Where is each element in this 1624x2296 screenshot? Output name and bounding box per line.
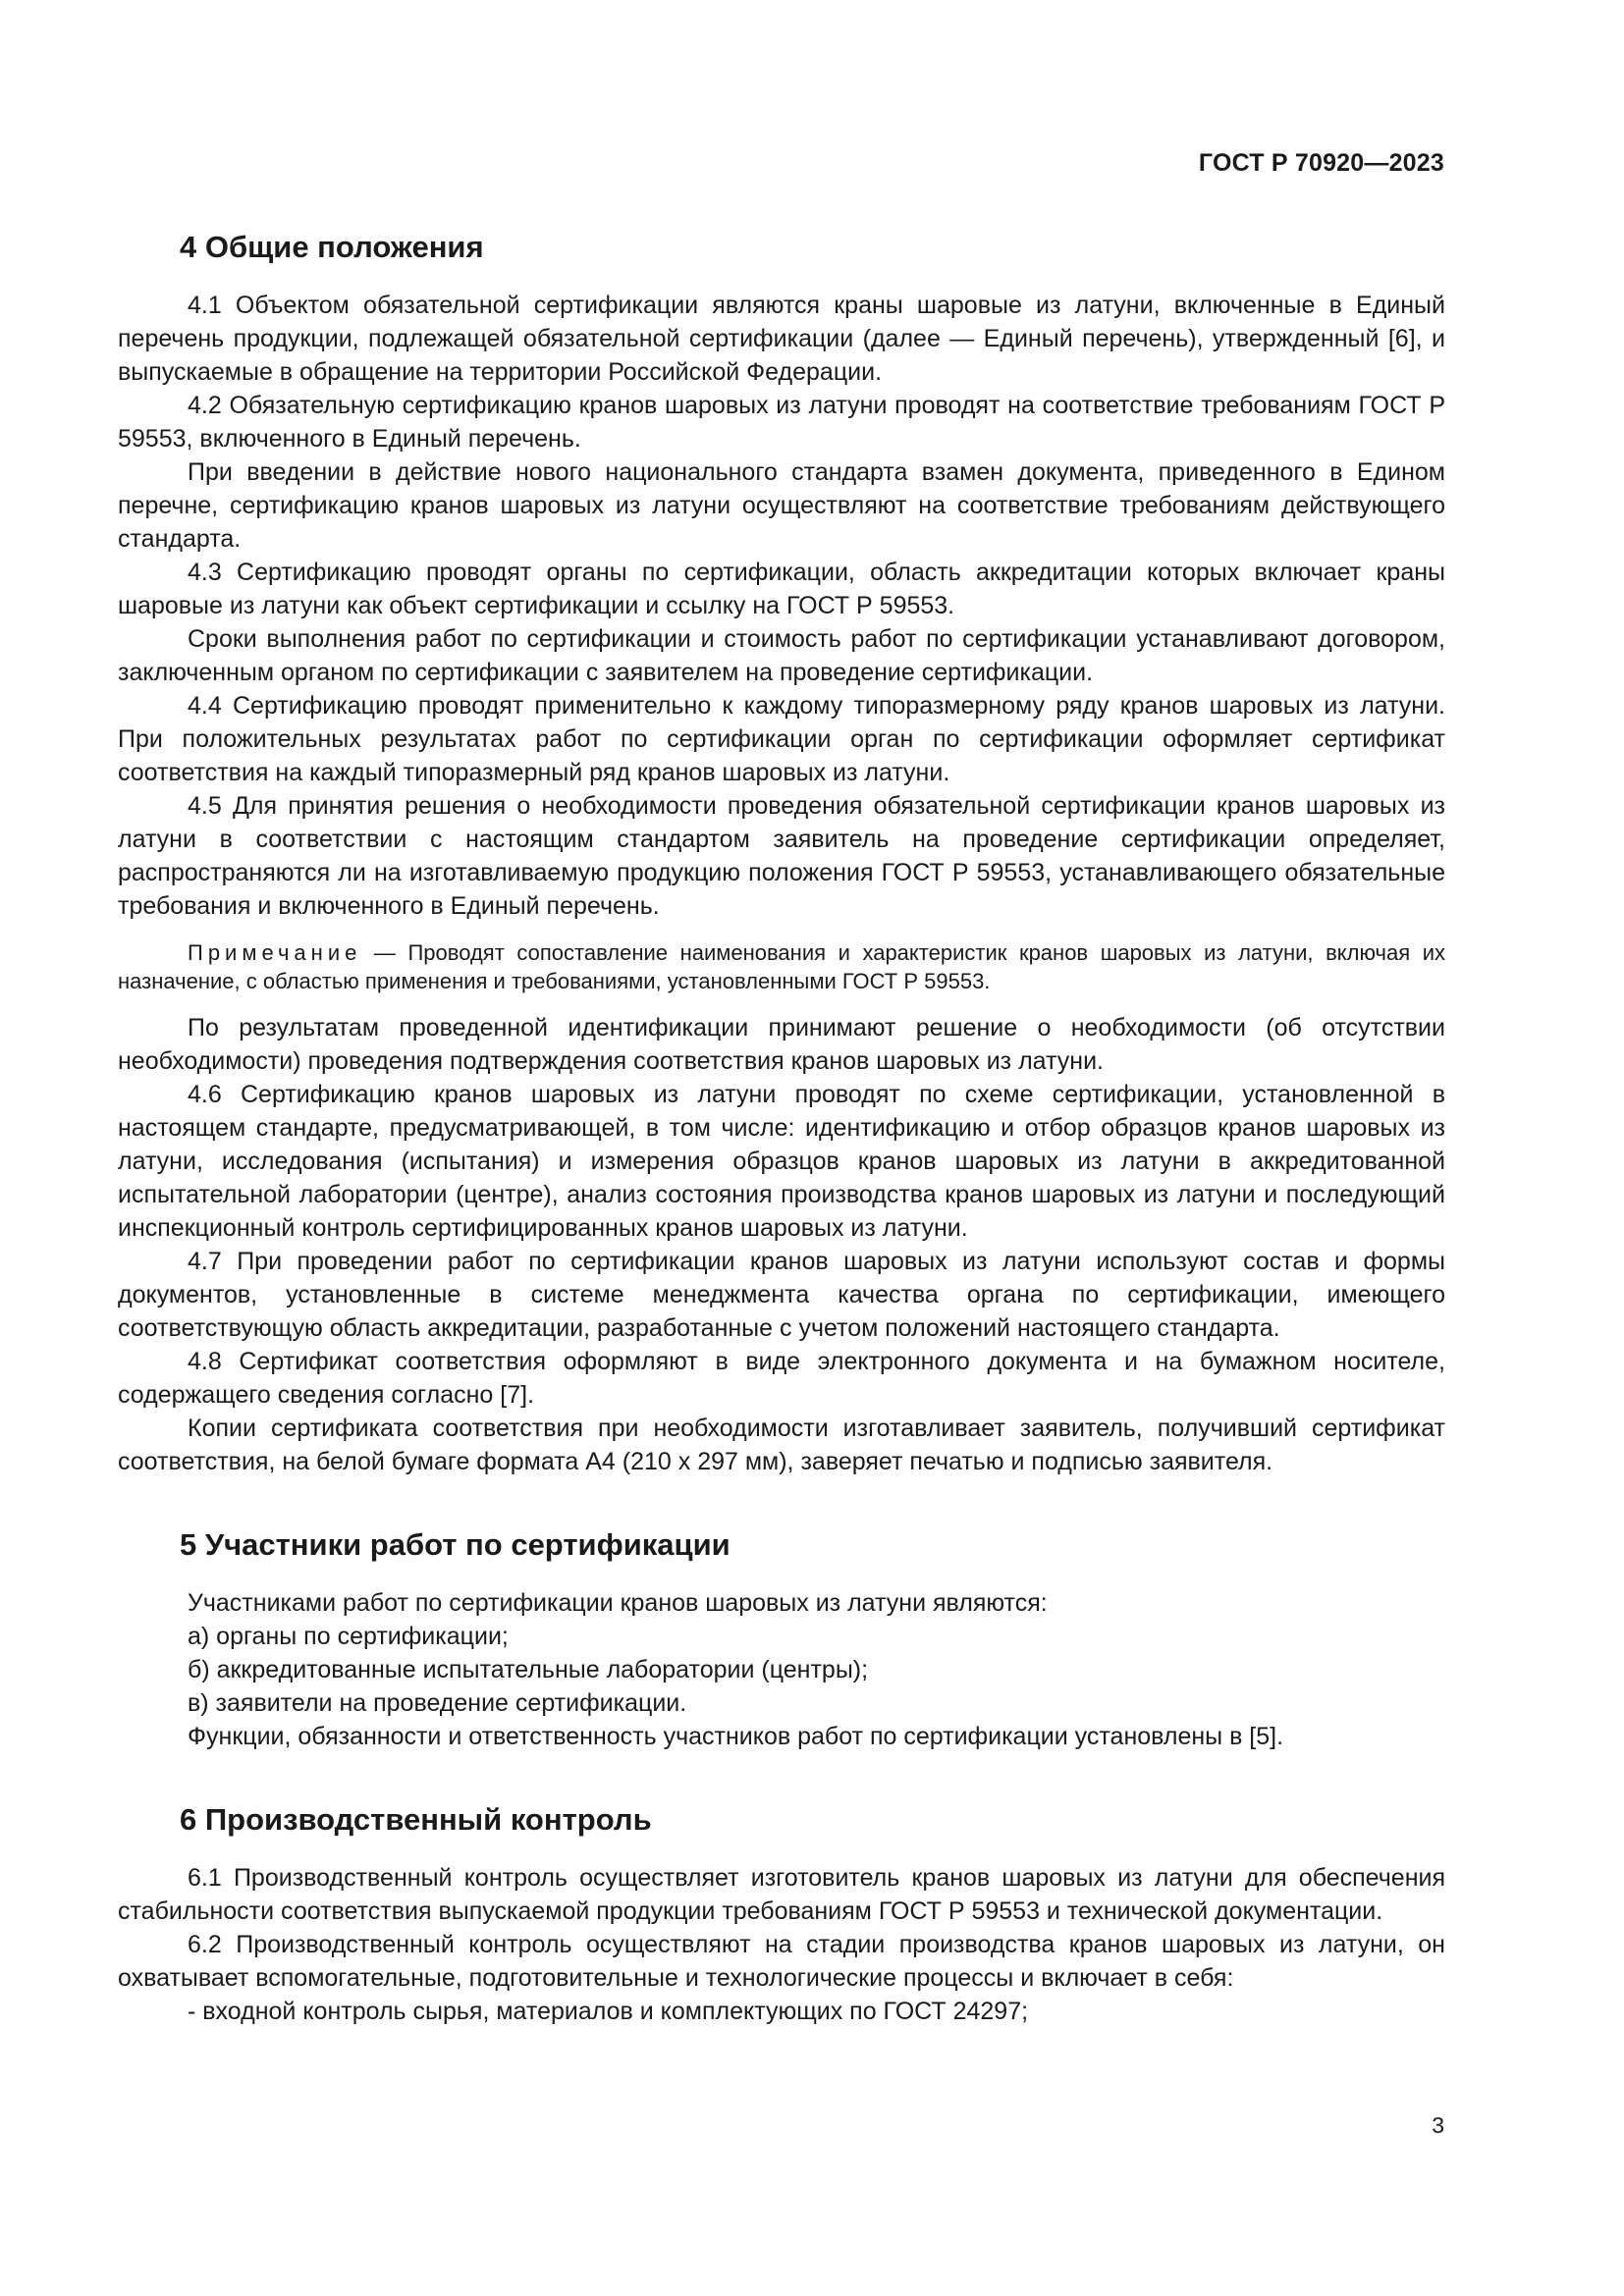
paragraph-4-4: 4.4 Сертификацию проводят применительно к каждому типоразмерному ряду кранов шаровых из латуни. При положительных результатах работ по сертификации орган по сертификации оформляет сертификат соответствия на каждый типоразмерный ряд кранов шаровых из латуни. bbox=[118, 692, 1445, 786]
paragraph-4-8b: Копии сертификата соответствия при необходимости изготавливает заявитель, получивший сертификат соответствия, на белой бумаге формата А4 (210 х 297 мм), заверяет печатью и подписью заявителя. bbox=[118, 1415, 1445, 1475]
paragraph-4-5: 4.5 Для принятия решения о необходимости проведения обязательной сертификации кранов шаровых из латуни в соответствии с настоящим стандартом заявитель на проведение сертификации определяет, распространяются ли на изготавливаемую продукцию положения ГОСТ Р 59553, устанавливающего обязательные требования и включенного в Единый перечень. bbox=[118, 792, 1445, 920]
list-item: а) органы по сертификации; bbox=[188, 1623, 509, 1650]
section-6-title: 6 Производственный контроль bbox=[180, 1802, 652, 1837]
paragraph-4-1: 4.1 Объектом обязательной сертификации являются краны шаровые из латуни, включенные в Единый перечень продукции, подлежащей обязательной сертификации (далее — Единый перечень), утвержденный [6], и выпускаемые в обращение на территории Российской Федерации. bbox=[118, 292, 1445, 386]
paragraph-4-7: 4.7 При проведении работ по сертификации кранов шаровых из латуни используют состав и формы документов, установленные в системе менеджмента качества органа по сертификации, имеющего соответствующую область аккредитации, разработанные с учетом положений настоящего стандарта. bbox=[118, 1248, 1445, 1342]
section-6 bbox=[118, 1800, 1445, 2028]
paragraph-4-5b: По результатам проведенной идентификации принимают решение о необходимости (об отсутствии необходимости) проведения подтверждения соответствия кранов шаровых из латуни. bbox=[118, 1014, 1445, 1075]
section-5-outro: Функции, обязанности и ответственность участников работ по сертификации установлены в [5]. bbox=[188, 1723, 1284, 1750]
section-4 bbox=[118, 228, 1445, 1478]
document-code: ГОСТ Р 70920—2023 bbox=[1198, 149, 1444, 177]
paragraph-4-2b: При введении в действие нового национального стандарта взамен документа, приведенного в Едином перечне, сертификацию кранов шаровых из латуни осуществляют на соответствие требованиям действующего стандарта. bbox=[118, 458, 1445, 553]
section-5-title: 5 Участники работ по сертификации bbox=[180, 1527, 731, 1562]
page-content bbox=[118, 228, 1445, 2028]
note-text: — Проводят сопоставление наименования и характеристик кранов шаровых из латуни, включая их назначение, с областью применения и требованиями, установленными ГОСТ Р 59553. bbox=[118, 940, 1445, 993]
section-4-title: 4 Общие положения bbox=[180, 230, 484, 264]
paragraph-4-8: 4.8 Сертификат соответствия оформляют в виде электронного документа и на бумажном носителе, содержащего сведения согласно [7]. bbox=[118, 1348, 1445, 1409]
list-item: в) заявители на проведение сертификации. bbox=[188, 1689, 687, 1717]
bullet-item: - входной контроль сырья, материалов и комплектующих по ГОСТ 24297; bbox=[188, 1998, 1029, 2025]
note bbox=[118, 938, 1445, 995]
section-5-intro: Участниками работ по сертификации кранов шаровых из латуни являются: bbox=[188, 1589, 1048, 1617]
section-5 bbox=[118, 1525, 1445, 1753]
paragraph-4-3b: Сроки выполнения работ по сертификации и стоимость работ по сертификации устанавливают договором, заключенным органом по сертификации с заявителем на проведение сертификации. bbox=[118, 625, 1445, 686]
list-item: б) аккредитованные испытательные лаборатории (центры); bbox=[188, 1656, 869, 1683]
paragraph-6-1: 6.1 Производственный контроль осуществляет изготовитель кранов шаровых из латуни для обеспечения стабильности соответствия выпускаемой продукции требованиям ГОСТ Р 59553 и технической документации. bbox=[118, 1864, 1445, 1925]
paragraph-6-2: 6.2 Производственный контроль осуществляют на стадии производства кранов шаровых из латуни, он охватывает вспомогательные, подготовительные и технологические процессы и включает в себя: bbox=[118, 1931, 1445, 1992]
paragraph-4-6: 4.6 Сертификацию кранов шаровых из латуни проводят по схеме сертификации, установленной в настоящем стандарте, предусматривающей, в том числе: идентификацию и отбор образцов кранов шаровых из латуни, исследования (испытания) и измерения образцов кранов шаровых из латуни в аккредитованной испытательной лаборатории (центре), анализ состояния производства кранов шаровых из латуни и последующий инспекционный контроль сертифицированных кранов шаровых из латуни. bbox=[118, 1081, 1445, 1242]
note-label: Примечание bbox=[188, 940, 362, 965]
paragraph-4-2: 4.2 Обязательную сертификацию кранов шаровых из латуни проводят на соответствие требованиям ГОСТ Р 59553, включенного в Единый перечень. bbox=[118, 392, 1445, 453]
paragraph-4-3: 4.3 Сертификацию проводят органы по сертификации, область аккредитации которых включает краны шаровые из латуни как объект сертификации и ссылку на ГОСТ Р 59553. bbox=[118, 559, 1445, 619]
page-number: 3 bbox=[1432, 2112, 1444, 2138]
